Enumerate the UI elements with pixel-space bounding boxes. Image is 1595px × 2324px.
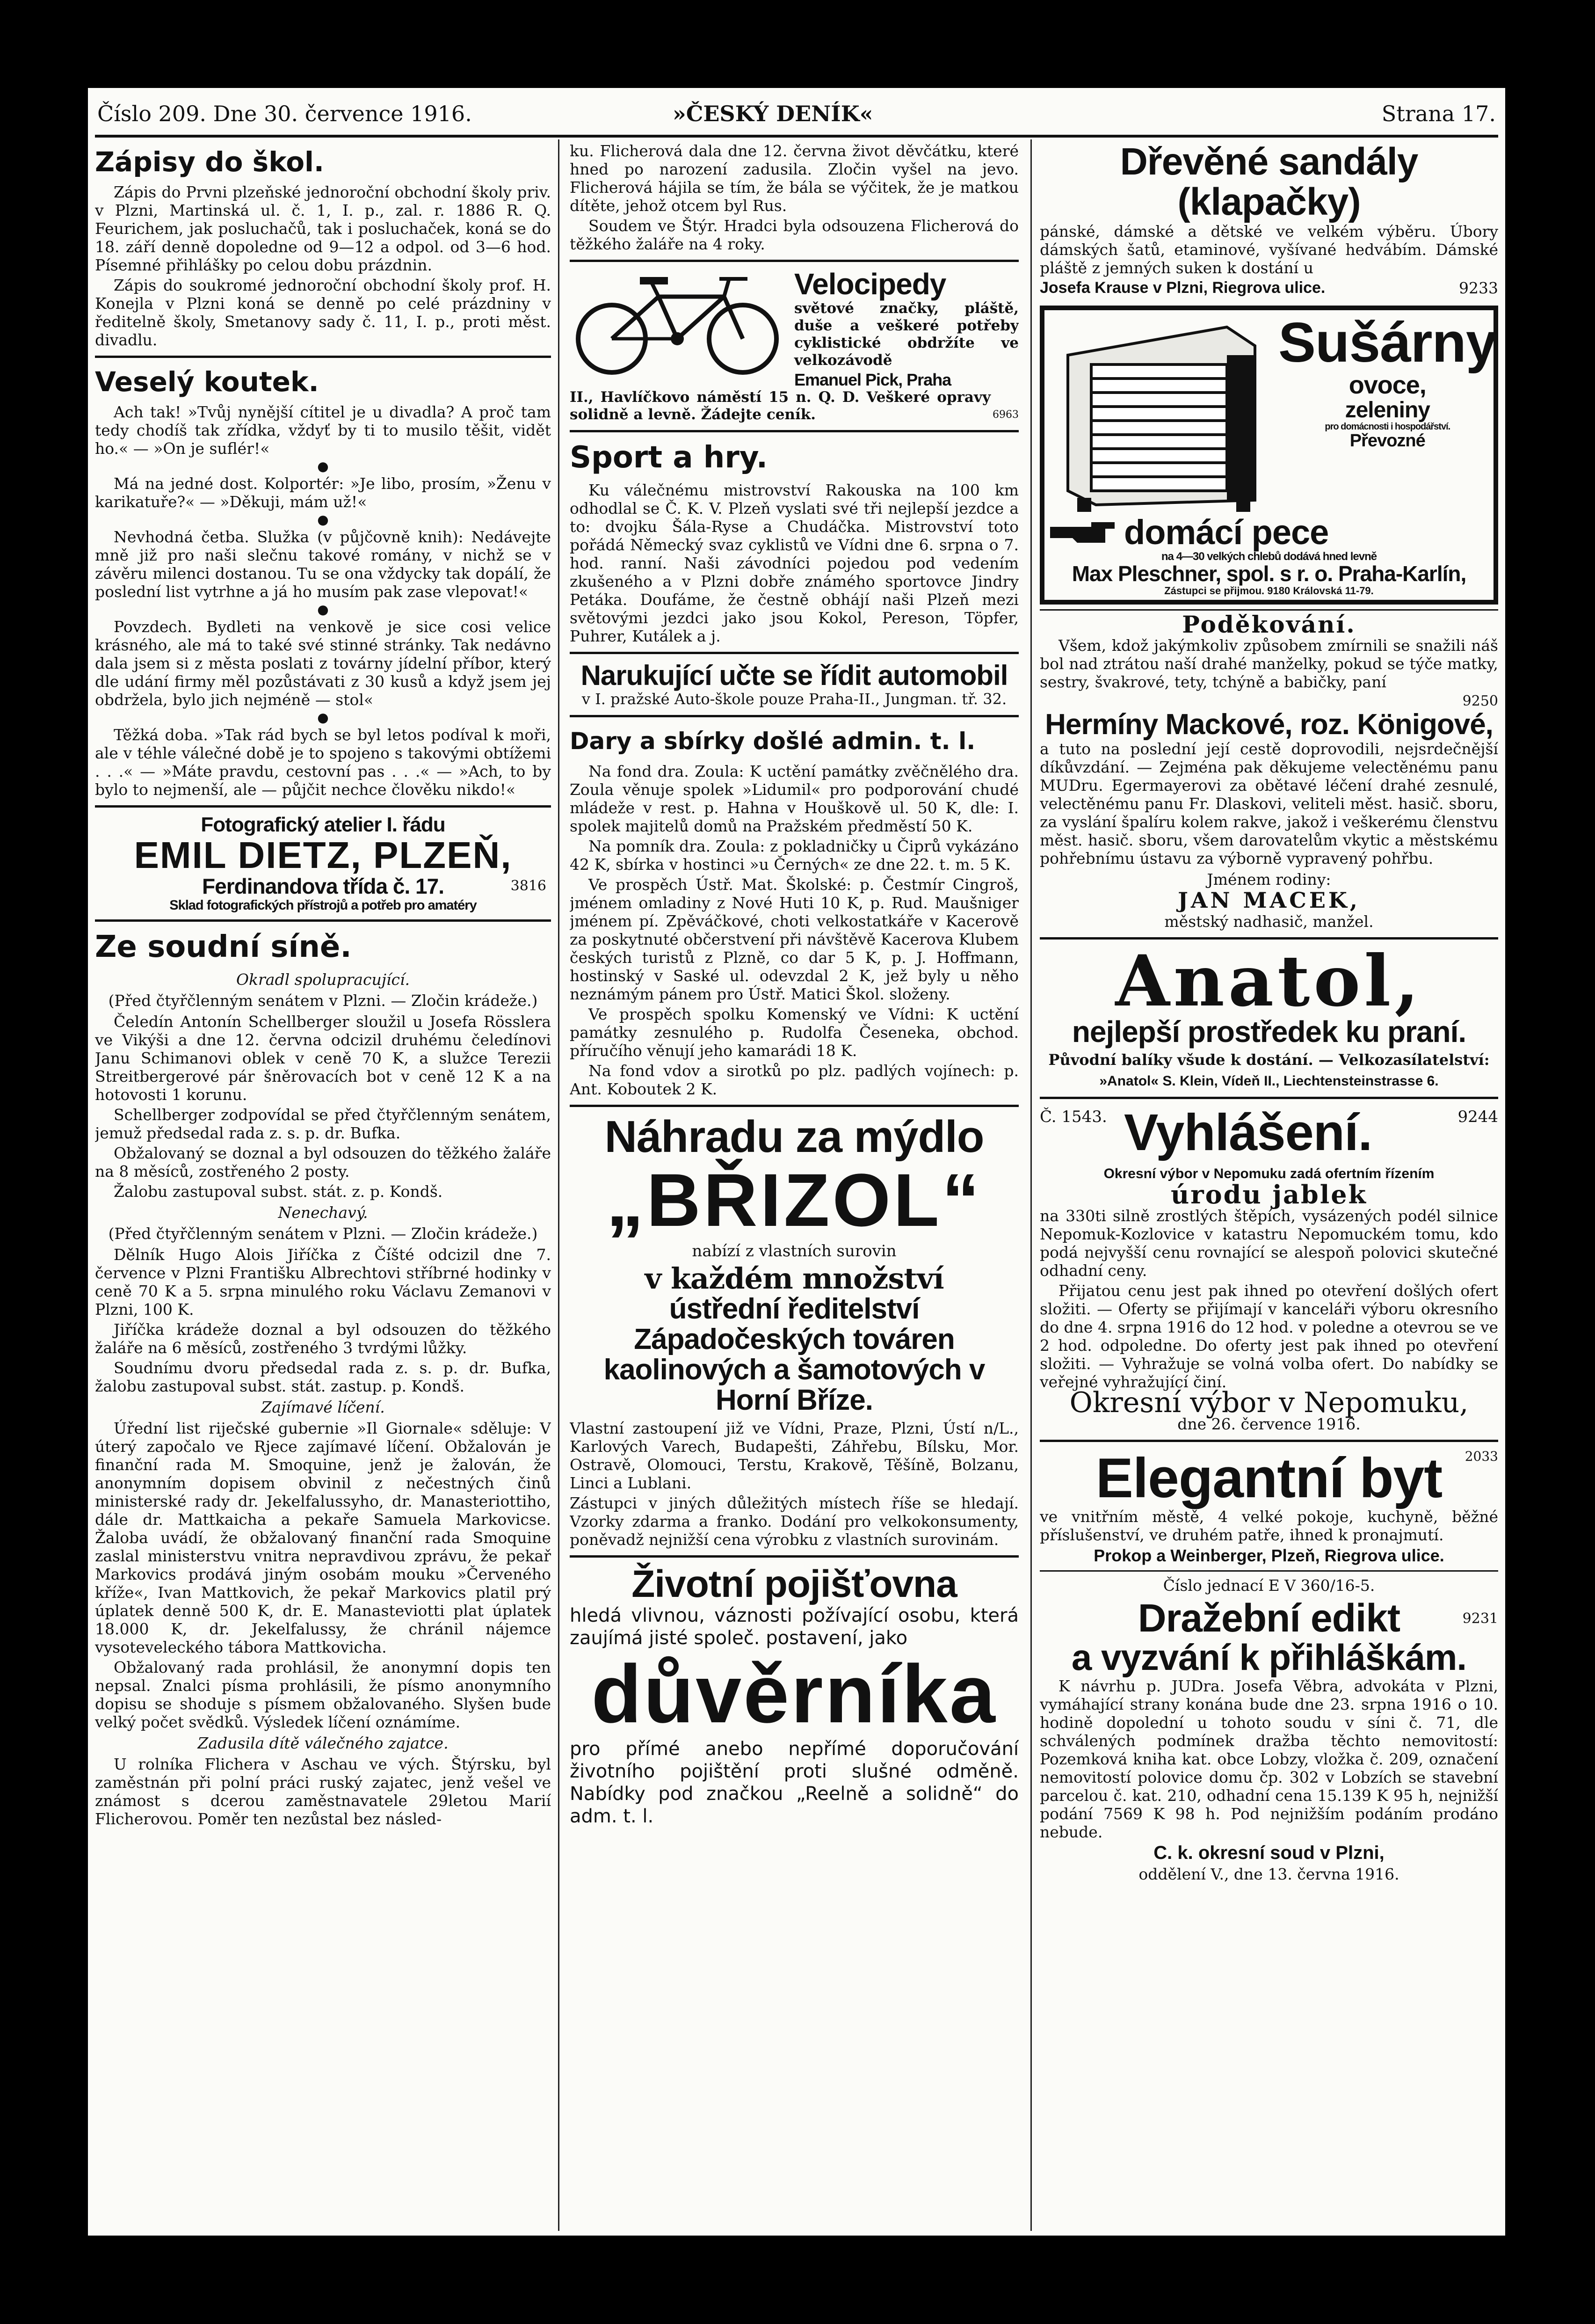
thanks-text: Všem, kdož jakýmkoliv způsobem zmírnili se snažili náš bol nad ztrátou naší drahé manželky, pokud se týče matky, sestry, švakrové, tety, tchýně a babičky, paní <box>1040 636 1498 692</box>
insurance-big-word: důvěrníka <box>591 1648 997 1741</box>
brizol-text: Zástupci v jiných důležitých místech říše se hledají. Vzorky zdarma a franko. Dodání pro velkokonsumenty, poněvadž nejnižší cena výrobku z vlastních surovinám. <box>570 1494 1019 1549</box>
foto-ad-name: EMIL DIETZ, PLZEŇ, <box>134 834 512 876</box>
notice-number: Č. 1543. <box>1040 1107 1107 1126</box>
pointing-hand-icon <box>1049 518 1119 546</box>
ad-number: 9244 <box>1457 1107 1498 1126</box>
article-paragraph: Dělník Hugo Alois Jiříčka z Číšté odcizil dne 7. července v Plzni Františku Albrechtovi stříbrné hodinky v ceně 70 K a 5. srpna minulého roku Václavu Zemanovi v Plzni, 100 K. <box>95 1245 551 1319</box>
newspaper-name: »ČESKÝ DENÍK« <box>673 101 873 126</box>
ad-number: 9233 <box>1459 279 1498 298</box>
ad-number: 3816 <box>510 878 546 895</box>
notice-text: na 330ti silně zrostlých štěpích, vysázených podél silnice Nepomuk-Kozlovice v katastru Nepomuckém tomu, kdo podá nejvyšší cenu rovnající se alespoň polovici skutečné odhadní ceny. <box>1040 1206 1498 1280</box>
article-paragraph: Žalobu zastupoval subst. stát. z. p. Kondš. <box>114 1182 443 1201</box>
brizol-company: ústřední ředitelství Západočeských továren kaolinových a šamotových v Horní Bříze. <box>603 1292 985 1417</box>
dryer-firm: Max Pleschner, spol. s r. o. Praha-Karlín, <box>1072 561 1466 586</box>
insurance-ad <box>570 1564 1019 1828</box>
separator-dot: ● <box>317 602 329 617</box>
brizol-line: v každém množství <box>645 1261 944 1296</box>
ad-rule <box>570 1105 1019 1107</box>
sandals-ad-firm: Josefa Krause v Plzni, Riegrova ulice. <box>1040 279 1326 297</box>
notice-header <box>1040 1103 1498 1162</box>
article-paragraph: Jiříčka krádeže doznal a byl odsouzen do těžkého žaláře na 6 měsíců, zostřeného 3 tvrdými lůžky. <box>95 1320 551 1357</box>
brizol-line: nabízí z vlastních surovin <box>692 1241 897 1260</box>
column-1 <box>95 142 551 2231</box>
thanks-name: Hermíny Mackové, roz. Königové, <box>1045 708 1493 741</box>
ad-rule <box>570 652 1019 654</box>
flat-ad-firm: Prokop a Weinberger, Plzeň, Riegrova ulice. <box>1094 1545 1444 1565</box>
velocipede-title: Velocipedy <box>794 267 946 301</box>
notice-subject: úrodu jablek <box>1170 1179 1368 1209</box>
article-paragraph: Schellberger zodpovídal se před čtyřčlenným senátem, jemuž předsedal rada z. s. p. dr. Bufka. <box>95 1105 551 1142</box>
ad-rule <box>570 260 1019 262</box>
ad-rule <box>95 805 551 808</box>
section-title: Veselý koutek. <box>95 366 319 398</box>
brizol-text: Vlastní zastoupení již ve Vídni, Praze, Plzni, Ústí n/L., Karlových Varech, Budapešti, Záhřebu, Bílsku, Mor. Ostravě, Olomouci, Terstu, Krakově, Těšíně, Bolzanu, Linci a Lublani. <box>570 1419 1019 1493</box>
notice-date: dne 26. července 1916. <box>1177 1414 1361 1433</box>
section-title: Ze soudní síně. <box>95 929 352 964</box>
section-rule <box>95 919 551 922</box>
newspaper-page <box>88 88 1505 2236</box>
edict-reference: Číslo jednací E V 360/16-5. <box>1163 1576 1375 1595</box>
page-number: Strana 17. <box>1381 101 1496 126</box>
edict-text: K návrhu p. JUDra. Josefa Věbra, advokáta v Plzni, vymáhající strany konána bude dne 23. srpna 1916 o 10. hodině dopolední u tohoto soudu v síni č. 71, dle schválených podmínek dražba těchto nemovitostí: Pozemková kniha kat. obce Lobzy, vložka č. 209, označení nemovitostí polovice domu čp. 302 v Lobzích se stavební parcelou č. kat. 210, odhadní cena 15.139 K 95 h, nejnižší podání 7569 K 98 h. Pod nejnižším podáním prodáno nebude. <box>1040 1676 1498 1841</box>
edict-title: a vyzvání k přihláškám. <box>1071 1636 1467 1678</box>
donation-paragraph: Ve prospěch spolku Komenský ve Vídni: K uctění památky zesnulého p. Rudolfa Česeneka, obchod. příručího věnují jeho kamarádi 18 K. <box>570 1005 1019 1060</box>
page-header <box>97 101 1496 134</box>
anatol-line: »Anatol« S. Klein, Vídeň II., Liechtensteinstrasse 6. <box>1099 1073 1439 1089</box>
brizol-ad <box>570 1111 1019 1549</box>
donation-paragraph: Na fond dra. Zoula: K uctění památky zvěčnělého dra. Zoula věnuje spolek »Lidumil« pro podporování chudé mládeže v rest. p. Hahna v Houškově ul. 50 K, dle: I. spolek majitelů domů na Pražském předměstí 50 K. <box>570 762 1019 835</box>
dryer-ad <box>1040 306 1498 605</box>
article-paragraph: Zápis do soukromé jednoroční obchodní školy prof. H. Konejla v Plzni koná se denně po celé prázdniny v ředitelně školy, Smetanovy sady č. 11, I. p., proti měst. divadlu. <box>95 276 551 349</box>
notice-line: Okresní výbor v Nepomuku zadá ofertním řízením <box>1103 1166 1435 1181</box>
section-title: Zápisy do škol. <box>95 146 324 178</box>
article-paragraph: Ku válečnému mistrovství Rakouska na 100 km odhodlal se Č. K. V. Plzeň vyslati své tři nejlepší jezdce a to: dvojku Šála-Ryse a Chudáčka. Mistrovství toto pořádá Německý svaz cyklistů ve Vídni dne 6. srpna o 7. hod. ranní. Naši závodníci pojedou pod vedením zkušeného a v Plzni dobře známého sportovce Jindry Petáka. Doufáme, že čestně obhájí naši Plzeň mezi světovými jezdci jako jsou Kokol, Pereson, Töpfer, Puhrer, Kutálek a j. <box>570 481 1019 645</box>
ad-rule <box>1040 1570 1498 1572</box>
dryer-line: na 4—30 velkých chlebů dodává hned levně <box>1161 550 1377 563</box>
edict-court: C. k. okresní soud v Plzni, <box>1153 1842 1385 1863</box>
dryer-line: domácí pece <box>1124 513 1329 552</box>
ad-rule <box>570 1555 1019 1558</box>
dryer-line: pro domácnosti i hospodářství. <box>1325 422 1450 432</box>
section-title: Dary a sbírky došlé admin. t. l. <box>570 727 976 755</box>
flat-ad-title: Elegantní byt <box>1095 1446 1443 1509</box>
joke-paragraph: Nevhodná četba. Služka (v půjčovně knih): Nedávejte mně již pro naši slečnu takové romány, v nichž se v závěru milenci dostanou. Tu se ona vždycky tak dopálí, že poslední list vytrhne a já ho musím pak zase vlepovat!« <box>95 528 551 601</box>
autoschool-ad-text: v I. pražské Auto-škole pouze Praha-II., Jungman. tř. 32. <box>581 690 1007 708</box>
sandals-ad-text: pánské, dámské a dětské ve velkém výběru. Úbory dámských šatů, etaminové, vyšívané hedvábím. Dámské pláště z jemných suken k dostání u <box>1040 222 1498 277</box>
insurance-text: pro přímé anebo nepřímé doporučování životního pojištění proti slušné odměně. Nabídky pod značkou „Reelně a solidně“ do adm. t. l. <box>570 1738 1019 1828</box>
bicycle-icon <box>570 269 790 376</box>
subheading: Zadusila dítě válečného zajatce. <box>197 1734 449 1752</box>
article-paragraph: Úřední list riječské gubernie »Il Giornale« sděluje: V úterý započalo ve Rjece zajímavé líčení. Obžalován je finanční rada M. Smoquine, jenž je žalován, že anonymním dopisem obvinil z nečestných činů ministerské rady dr. Jekelfalussyho, dr. Manasteriottiho, dále dr. Mattkaicha a pekaře Samuela Markovicse. Žaloba uvádí, že obžalovaný finanční rada Smoquine zaslal ministerstvu vnitra nepravdivou zprávu, že pekař Markovics prodává jiným osobám mouku »Červeného kříže«, Ivan Mattkovich, že pekař Markovics platil prý úplatek denně 500 K, dr. E. Manasteviotti plat úplatek 18.000 K, dr. Jekelfalussy, že chránil nájemce vysoteveleckého tábora Mattkovicha. <box>95 1419 551 1656</box>
ad-number: 9231 <box>1462 1610 1498 1627</box>
joke-paragraph: Má na jedné dost. Kolportér: »Je libo, prosím, »Ženu v karikatuře?« — »Děkuji, mám už!« <box>95 474 551 511</box>
insurance-text: hledá vlivnou, váznosti požívající osobu, která zaujímá jisté společ. postavení, jako <box>570 1605 1019 1649</box>
notice-title: Vyhlášení. <box>1124 1103 1372 1161</box>
notice-text: Přijatou cenu jest pak ihned po otevření došlých ofert složiti. — Oferty se přijímají v kanceláři výboru okresního do dne 4. srpna 1916 do 12 hod. v poledne a otevrou se ve 2 hod. odpoledne. Do oferty jest pak ihned po otevření složiti. — Vyhražuje se volná volba ofert. Do nabídky se veřejné vyhražující činí. <box>1040 1281 1498 1391</box>
velocipede-firm: Emanuel Pick, Praha <box>794 370 951 390</box>
thanks-text: a tuto na poslední její cestě doprovodili, nejsrdečnější díkůvzdání. — Zejména pak děkujeme velectěnému panu MUDru. Egermayerovi za obětavé léčení drahé zesnulé, velectěnému panu Fr. Dlaskovi, veliteli měst. hasič. sboru, za vyslání špalíru kolem rakve, jakož i veškerému členstvu měst. hasič. sboru, všem darovatelům vkytic a městskému pohřebnímu ústavu za výborně vypravený pohřbu. <box>1040 740 1498 868</box>
article-paragraph: Obžalovaný rada prohlásil, že anonymní dopis ten nepsal. Znalci písma prohlásili, že písmo anonymního dopisu se shoduje s písmem obžalovaného. Slyšen bude velký počet svědků. Výsledek líčení oznámíme. <box>95 1658 551 1731</box>
article-paragraph: Soudem ve Štýr. Hradci byla odsouzena Flicherová do těžkého žaláře na 4 roky. <box>570 217 1019 253</box>
edict-court-date: oddělení V., dne 13. června 1916. <box>1138 1865 1399 1883</box>
court-note: (Před čtyřčlenným senátem v Plzni. — Zločin krádeže.) <box>108 1224 538 1243</box>
section-rule <box>570 430 1019 432</box>
article-paragraph: Čeledín Antonín Schellberger sloužil u Josefa Rösslera ve Vikýši a dne 12. června odcizil druhému čeledínovi Janu Schimanovi oblek v ceně 70 K, a služce Terezii Streitbergerové pár šněrovacích bot v ceně 12 K a na hotovosti 1 korunu. <box>95 1012 551 1104</box>
dryer-line: ovoce, <box>1348 371 1426 400</box>
ad-rule <box>1040 937 1498 940</box>
brizol-line: Náhradu za mýdlo <box>604 1111 984 1162</box>
issue-and-date: Číslo 209. Dne 30. července 1916. <box>97 101 472 126</box>
donation-paragraph: Na fond vdov a sirotků po plz. padlých vojínech: p. Ant. Koboutek 2 K. <box>570 1061 1019 1098</box>
subheading: Nenechavý. <box>278 1203 368 1222</box>
edict-title: Dražební edikt <box>1138 1595 1400 1640</box>
foto-ad-line: Fotografický atelier I. řádu <box>201 813 445 836</box>
article-paragraph: ku. Flicherová dala dne 12. června život děvčátku, které hned po narození zadusila. Zločin vyšel na jevo. Flicherová hájila se tím, že bála se výčitek, že je matkou dítěte, jehož otcem byl Rus. <box>570 142 1019 215</box>
separator-dot: ● <box>317 459 329 474</box>
section-rule <box>95 356 551 358</box>
separator-dot: ● <box>317 512 329 527</box>
article-paragraph: U rolníka Flichera v Aschau ve vých. Štýrsku, byl zaměstnán při polní práci ruský zajatec, jenž vešel ve známost s dcerou zaměstnavatele 29letou Marií Flicherovou. Poměr ten nezůstal bez násled- <box>95 1755 551 1828</box>
dryer-line: Převozné <box>1349 431 1425 451</box>
header-rule <box>95 135 1498 138</box>
autoschool-ad-title: Narukující učte se řídit automobil <box>580 659 1008 691</box>
joke-paragraph: Těžká doba. »Tak rád bych se byl letos podíval k moři, ale v téhle válečné době je to spojeno s takovými obtížemi . . .« — »Máte pravdu, cestovní pas . . .« — »Ach, to by bylo to nejmenší, ale — půjčit nechce člověku nikdo!« <box>95 726 551 799</box>
velocipede-ad <box>570 269 1019 389</box>
subheading: Okradl spolupracující. <box>236 970 410 989</box>
section-rule <box>570 715 1019 717</box>
dryer-title: Sušárny <box>1278 311 1497 374</box>
thanks-signature: JAN MACEK, <box>1178 888 1360 913</box>
brizol-name: „BŘIZOL“ <box>606 1158 982 1242</box>
velocipede-address: II., Havlíčkovo náměstí 15 n. Q. D. Veškeré opravy solidně a levně. Žádejte ceník. <box>570 388 991 423</box>
insurance-title: Životní pojišťovna <box>631 1563 957 1606</box>
foto-ad-street: Ferdinandova třída č. 17. <box>202 874 444 899</box>
article-paragraph: Zápis do Prvni plzeňské jednoroční obchodní školy priv. v Plzni, Martinská ul. č. 1, I. p., zal. r. 1886 R. Q. Feurichem, jak posluchačů, tak i posluchaček, koná se do 18. září denně dopoledne od 9—12 a odpol. od 3—6 hod. Písemné přihlášky po celou dobu prázdnin. <box>95 183 551 274</box>
velocipede-text: světové značky, pláště, duše a veškeré potřeby cyklistické obdržíte ve velkozávodě <box>794 300 1019 369</box>
donation-paragraph: Na pomník dra. Zoula: z pokladničky u Čiprů vykázáno 42 K, sbírka v hostinci »u Černých« ze dne 22. t. m. 5 K. <box>570 837 1019 874</box>
ad-number: 6963 <box>993 408 1019 421</box>
column-3 <box>1040 142 1498 2231</box>
column-2 <box>570 142 1019 2231</box>
ad-rule <box>1040 1440 1498 1442</box>
anatol-line: Původní balíky všude k dostání. — Velkozasílatelství: <box>1048 1050 1490 1069</box>
flat-ad-text: ve vnitřním městě, 4 velké pokoje, kuchyně, běžné příslušenství, ve druhém patře, ihned k pronajmutí. <box>1040 1507 1498 1544</box>
foto-ad <box>95 814 551 913</box>
sandals-ad-title: Dřevěné sandály (klapačky) <box>1120 142 1418 224</box>
thanks-signature-title: městský nadhasič, manžel. <box>1164 912 1374 931</box>
joke-paragraph: Ach tak! »Tvůj nynější cítitel je u divadla? A proč tam tedy chodíš tak zřídka, vždyť by ti to musilo těšit, vidět ho.« — »On je suflér!« <box>95 403 551 458</box>
donation-paragraph: Ve prospěch Ústř. Mat. Školské: p. Čestmír Cingroš, jménem omladiny z Nové Huti 10 K, p. Rud. Maušniger jménem pí. Zpěváčkové, choti velkostatkáře v Kacerově za poskytnuté občerstvení při návštěvě Kacerova Klubem českých turistů z Plzně, co dar 5 K, p. J. Hoffmann, hostinský v Saské ul. odevzdal 2 K, jež byly u něho neznámým pánem pro Ústř. Matici Škol. složeny. <box>570 875 1019 1003</box>
notice-signature: Okresní výbor v Nepomuku, <box>1069 1386 1469 1419</box>
thanks-title: Poděkování. <box>1182 611 1356 639</box>
article-paragraph: Soudnímu dvoru předsedal rada z. s. p. dr. Bufka, žalobu zastupoval subst. stát. zastup. p. Kondš. <box>95 1358 551 1395</box>
column-rule <box>1030 139 1032 2231</box>
dryer-footer: Zástupci se přijmou. 9180 Královská 11-79. <box>1164 585 1374 597</box>
oven-dryer-icon <box>1049 313 1274 514</box>
article-paragraph: Obžalovaný se doznal a byl odsouzen do těžkého žaláře na 8 měsíců, zostřeného 2 posty. <box>95 1144 551 1180</box>
ad-number: 9250 <box>1462 693 1498 710</box>
thanks-signature-label: Jménem rodiny: <box>1207 870 1331 889</box>
joke-paragraph: Povzdech. Bydleti na venkově je sice cosi velice krásného, ale má to také své stinné stránky. Tak nedávno dala jsem si z města poslati z továrny jídelní příbor, který dle udání firmy měl pozůstávati z 30 kusů a když jsem jej obdržela, bylo jich nejméně — stol« <box>95 618 551 709</box>
anatol-slogan: nejlepší prostředek ku praní. <box>1072 1015 1466 1049</box>
court-note: (Před čtyřčlenným senátem v Plzni. — Zločin krádeže.) <box>108 991 538 1010</box>
section-title: Sport a hry. <box>570 440 768 475</box>
ad-number: 2033 <box>1464 1448 1498 1464</box>
anatol-title: Anatol, <box>1115 940 1423 1023</box>
column-rule <box>558 139 559 2231</box>
separator-dot: ● <box>317 710 329 725</box>
subheading: Zajímavé líčení. <box>261 1398 385 1416</box>
dryer-line: zeleniny <box>1345 397 1430 423</box>
foto-ad-line: Sklad fotografických přístrojů a potřeb pro amatéry <box>169 898 477 913</box>
ad-rule <box>1040 1097 1498 1099</box>
